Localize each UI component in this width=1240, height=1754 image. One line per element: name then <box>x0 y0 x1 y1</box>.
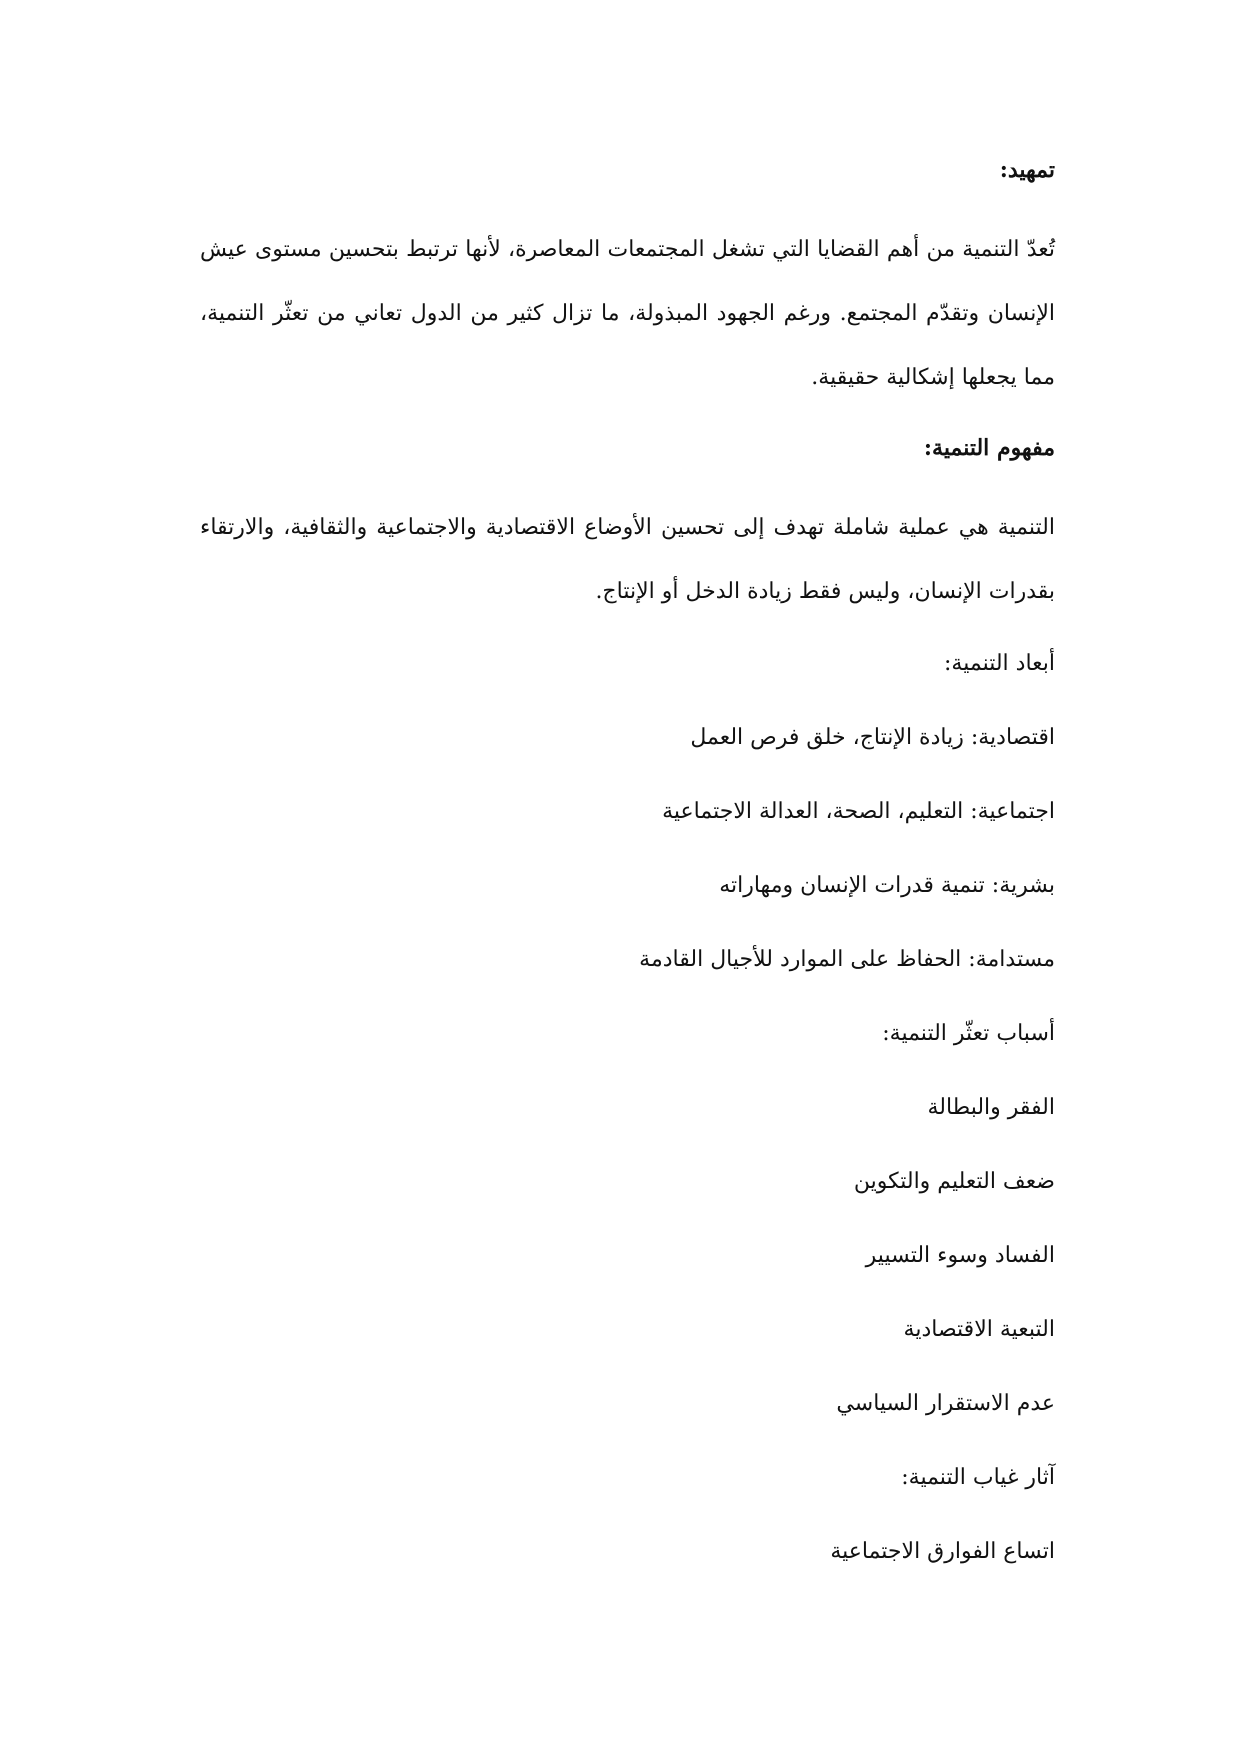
causes-heading: أسباب تعثّر التنمية: <box>882 1021 1055 1046</box>
list-item: اتساع الفوارق الاجتماعية <box>830 1539 1055 1564</box>
concept-paragraph: التنمية هي عملية شاملة تهدف إلى تحسين الأوضاع الاقتصادية والاجتماعية والثقافية، والارتقاء بقدرات الإنسان، وليس فقط زيادة الدخل أو الإنتاج. <box>200 515 1055 604</box>
list-item: الفساد وسوء التسيير <box>865 1243 1055 1268</box>
intro-heading: تمهيد: <box>999 157 1055 183</box>
effects-section <box>200 1460 1055 1570</box>
list-item: مستدامة: الحفاظ على الموارد للأجيال القادمة <box>639 947 1055 972</box>
list-item: اقتصادية: زيادة الإنتاج، خلق فرص العمل <box>690 725 1055 750</box>
list-item: بشرية: تنمية قدرات الإنسان ومهاراته <box>719 873 1055 898</box>
list-item: ضعف التعليم والتكوين <box>853 1169 1055 1194</box>
list-item: التبعية الاقتصادية <box>903 1317 1055 1342</box>
list-item: عدم الاستقرار السياسي <box>836 1391 1055 1416</box>
effects-heading: آثار غياب التنمية: <box>901 1465 1055 1490</box>
dimensions-heading: أبعاد التنمية: <box>944 651 1055 676</box>
dimensions-section <box>200 646 1055 978</box>
list-item: الفقر والبطالة <box>927 1095 1055 1120</box>
concept-heading: مفهوم التنمية: <box>923 435 1055 461</box>
list-item: اجتماعية: التعليم، الصحة، العدالة الاجتماعية <box>662 799 1055 824</box>
document-body <box>200 152 1055 1608</box>
causes-section <box>200 1016 1055 1422</box>
intro-paragraph: تُعدّ التنمية من أهم القضايا التي تشغل المجتمعات المعاصرة، لأنها ترتبط بتحسين مستوى عيش الإنسان وتقدّم المجتمع. ورغم الجهود المبذولة، ما تزال كثير من الدول تعاني من تعثّر التنمية، مما يجعلها إشكالية حقيقية. <box>200 237 1055 390</box>
